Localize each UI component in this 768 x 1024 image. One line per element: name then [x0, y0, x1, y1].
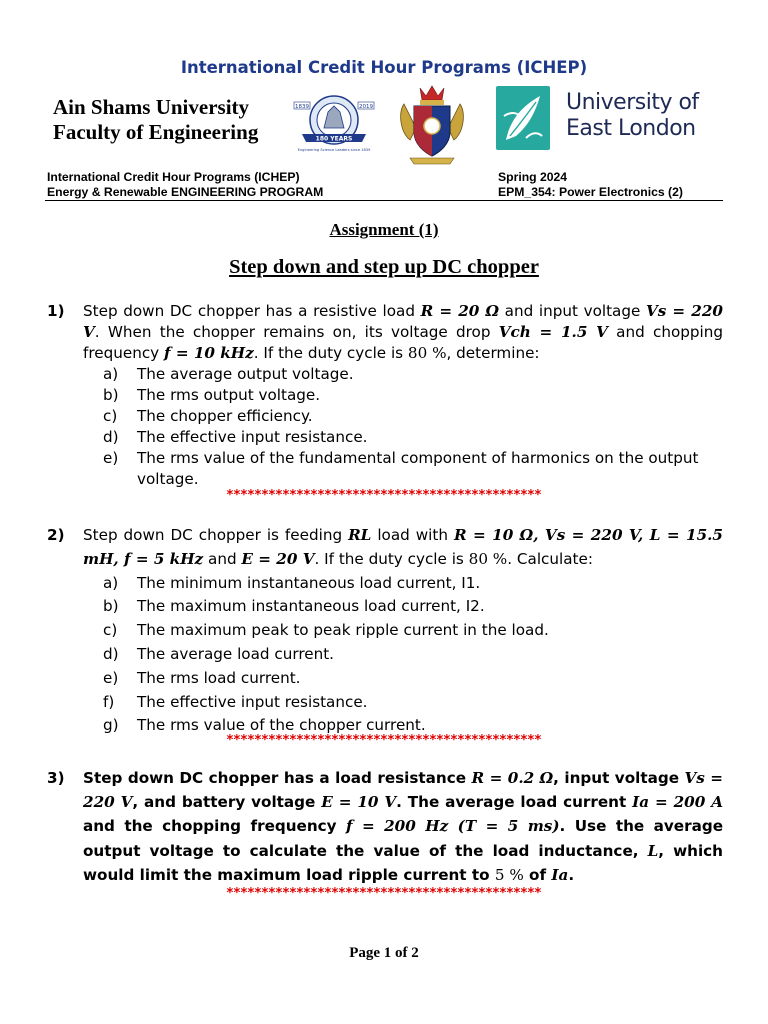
stem-math: Vch = 1.5 V — [498, 323, 608, 341]
part-text: The chopper efficiency. — [137, 407, 313, 425]
part-text: The maximum instantaneous load current, I2. — [137, 597, 485, 616]
section-separator: ********************************************* — [226, 886, 542, 901]
question-stem — [83, 524, 723, 572]
part-text: The minimum instantaneous load current, I1. — [137, 573, 481, 592]
stem-text: and the chopping frequency — [83, 817, 346, 836]
program-line2: Energy & Renewable ENGINEERING PROGRAM — [47, 185, 324, 199]
uel-feather-icon — [496, 86, 550, 150]
stem-text: . Calculate: — [507, 549, 593, 568]
stem-text: . — [568, 865, 575, 884]
part-label: e) — [103, 449, 119, 467]
question-number: 2) — [47, 526, 65, 544]
section-separator: ********************************************* — [226, 733, 542, 748]
stem-text: Step down DC chopper has a resistive load — [83, 302, 421, 320]
term-label: Spring 2024 — [498, 170, 568, 184]
stem-math: 80 % — [468, 549, 508, 568]
part-item — [103, 572, 723, 596]
part-label: d) — [103, 428, 119, 446]
question-number: 1) — [47, 302, 65, 320]
part-item — [103, 427, 723, 448]
question-parts — [103, 364, 723, 490]
university-name-line1: Ain Shams University — [53, 95, 250, 119]
stem-math: E = 20 V — [241, 549, 315, 568]
part-item — [103, 619, 723, 643]
stem-math: 5 % — [494, 865, 524, 884]
part-label: c) — [103, 621, 118, 640]
part-text: The average load current. — [137, 644, 334, 663]
assignment-topic-text: Step down and step up DC chopper — [229, 256, 539, 278]
stem-math: Ia — [551, 865, 569, 884]
uel-wordmark — [566, 90, 699, 142]
part-label: b) — [103, 597, 119, 616]
question-2 — [47, 524, 723, 738]
stem-text: load with — [371, 526, 454, 544]
program-info — [47, 170, 323, 200]
course-label: EPM_354: Power Electronics (2) — [498, 185, 683, 199]
part-label: g) — [103, 716, 119, 735]
stem-math: Vs = 220 V — [83, 769, 723, 812]
university-name-line2: Faculty of Engineering — [53, 120, 259, 144]
stem-text: . When the chopper remains on, its voltage drop — [94, 323, 499, 341]
header-divider — [45, 200, 723, 201]
stem-math: Vs = 220 V — [83, 302, 723, 341]
stem-math: f = 10 kHz — [164, 344, 254, 362]
part-text: The rms value of the chopper current. — [137, 716, 426, 735]
part-item — [103, 691, 723, 715]
seal-motto: Engineering Science Leaders since 1839 — [297, 148, 371, 152]
assignment-title — [0, 220, 768, 240]
part-label: a) — [103, 573, 119, 592]
part-text: The rms output voltage. — [137, 386, 321, 404]
stem-math: L — [647, 841, 659, 860]
stem-math: Ia = 200 A — [632, 793, 723, 812]
seal-year-left: 1839 — [295, 104, 309, 110]
program-banner: International Credit Hour Programs (ICHEP) — [180, 58, 588, 77]
stem-text: and — [203, 549, 242, 568]
question-parts — [103, 572, 723, 739]
question-1 — [47, 301, 723, 490]
part-label: d) — [103, 644, 119, 663]
section-separator: ********************************************* — [226, 488, 542, 503]
stem-math: f = 200 Hz (T = 5 ms) — [346, 817, 560, 836]
part-item — [103, 667, 723, 691]
part-text: The effective input resistance. — [137, 692, 368, 711]
uel-wordmark-line1: University of — [566, 90, 699, 115]
program-line1: International Credit Hour Programs (ICHEP) — [47, 170, 300, 184]
uel-logo — [496, 86, 721, 152]
faculty-crest-logo — [396, 82, 468, 168]
part-label: b) — [103, 386, 119, 404]
assignment-topic — [0, 256, 768, 279]
stem-text: . The average load current — [396, 793, 633, 812]
stem-math: RL — [348, 526, 372, 544]
stem-text: , determine: — [446, 344, 540, 362]
uel-wordmark-line2: East London — [566, 116, 696, 141]
university-name — [53, 95, 258, 145]
part-item — [103, 643, 723, 667]
course-info — [498, 170, 683, 200]
stem-math: E = 10 V — [321, 793, 397, 812]
stem-text: and chopping frequency — [83, 323, 724, 362]
part-text: The rms value of the fundamental component of harmonics on the output voltage. — [137, 449, 699, 488]
stem-math: 80 % — [407, 344, 447, 362]
seal-year-right: 2019 — [359, 104, 373, 110]
question-stem — [83, 301, 723, 364]
seal-ribbon-text: 180 YEARS — [315, 135, 353, 143]
part-item — [103, 364, 723, 385]
stem-text: . Use the average output voltage to calculate the value of the load inductance, — [83, 817, 723, 860]
stem-text: , input voltage — [553, 769, 685, 787]
part-item — [103, 385, 723, 406]
stem-math: R = 20 Ω — [420, 302, 499, 320]
stem-text: . If the duty cycle is — [253, 344, 408, 362]
asu-180-years-seal — [290, 90, 378, 158]
question-number: 3) — [47, 769, 65, 787]
stem-text: and input voltage — [498, 302, 646, 320]
page-number: Page 1 of 2 — [349, 945, 419, 961]
part-text: The rms load current. — [137, 668, 301, 687]
part-text: The average output voltage. — [137, 365, 354, 383]
part-item — [103, 448, 723, 490]
question-3 — [47, 766, 723, 887]
part-label: c) — [103, 407, 118, 425]
part-label: a) — [103, 365, 119, 383]
stem-text: Step down DC chopper is feeding — [83, 526, 349, 544]
stem-text: Step down DC chopper has a load resistance — [83, 769, 472, 787]
assignment-title-text: Assignment (1) — [329, 220, 439, 239]
stem-text: , and battery voltage — [132, 793, 322, 812]
part-item — [103, 406, 723, 427]
stem-text: . If the duty cycle is — [314, 549, 469, 568]
stem-math: R = 0.2 Ω — [471, 769, 554, 787]
stem-text: , which would limit the maximum load ripple current to — [83, 841, 723, 884]
part-label: f) — [103, 692, 115, 711]
stem-math: R = 10 Ω, Vs = 220 V, L = 15.5 mH, f = 5 kHz — [83, 526, 723, 568]
stem-text: of — [523, 865, 552, 884]
part-text: The maximum peak to peak ripple current in the load. — [137, 621, 549, 640]
part-label: e) — [103, 668, 119, 687]
part-text: The effective input resistance. — [137, 428, 368, 446]
part-item — [103, 595, 723, 619]
question-stem — [83, 766, 723, 887]
